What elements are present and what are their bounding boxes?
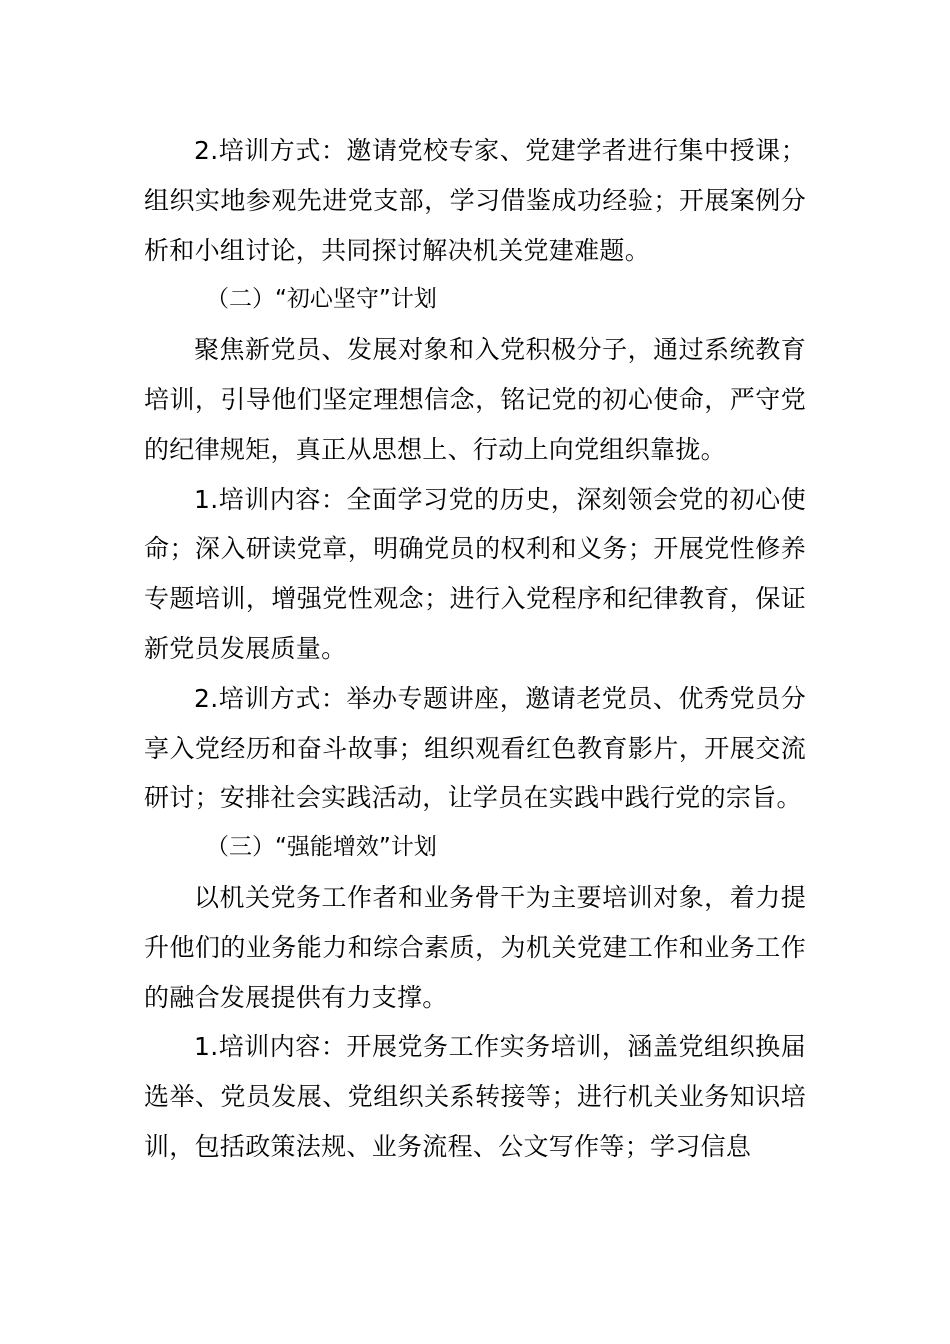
paragraph-training-content-2: 1.培训内容：全面学习党的历史，深刻领会党的初心使命；深入研读党章，明确党员的权利和义务；开展党性修养专题培训，增强党性观念；进行入党程序和纪律教育，保证新党员发展质量。 [144, 484, 806, 663]
paragraph-section-3-intro: 以机关党务工作者和业务骨干为主要培训对象，着力提升他们的业务能力和综合素质，为机关党建工作和业务工作的融合发展提供有力支撑。 [144, 882, 806, 1012]
paragraph-training-method-2: 2.培训方式：举办专题讲座，邀请老党员、优秀党员分享入党经历和奋斗故事；组织观看红色教育影片，开展交流研讨；安排社会实践活动，让学员在实践中践行党的宗旨。 [144, 683, 806, 813]
paragraph-section-2-intro: 聚焦新党员、发展对象和入党积极分子，通过系统教育培训，引导他们坚定理想信念，铭记党的初心使命，严守党的纪律规矩，真正从思想上、行动上向党组织靠拢。 [144, 335, 806, 464]
section-heading-3: （三）“强能增效”计划 [206, 834, 437, 861]
paragraph-training-method-1: 2.培训方式：邀请党校专家、党建学者进行集中授课；组织实地参观先进党支部，学习借鉴成功经验；开展案例分析和小组讨论，共同探讨解决机关党建难题。 [144, 136, 806, 265]
section-heading-2: （二）“初心坚守”计划 [206, 286, 437, 313]
paragraph-training-content-3: 1.培训内容：开展党务工作实务培训，涵盖党组织换届选举、党员发展、党组织关系转接等；进行机关业务知识培训，包括政策法规、业务流程、公文写作等；学习信息 [144, 1032, 806, 1161]
document-page [144, 126, 806, 1172]
